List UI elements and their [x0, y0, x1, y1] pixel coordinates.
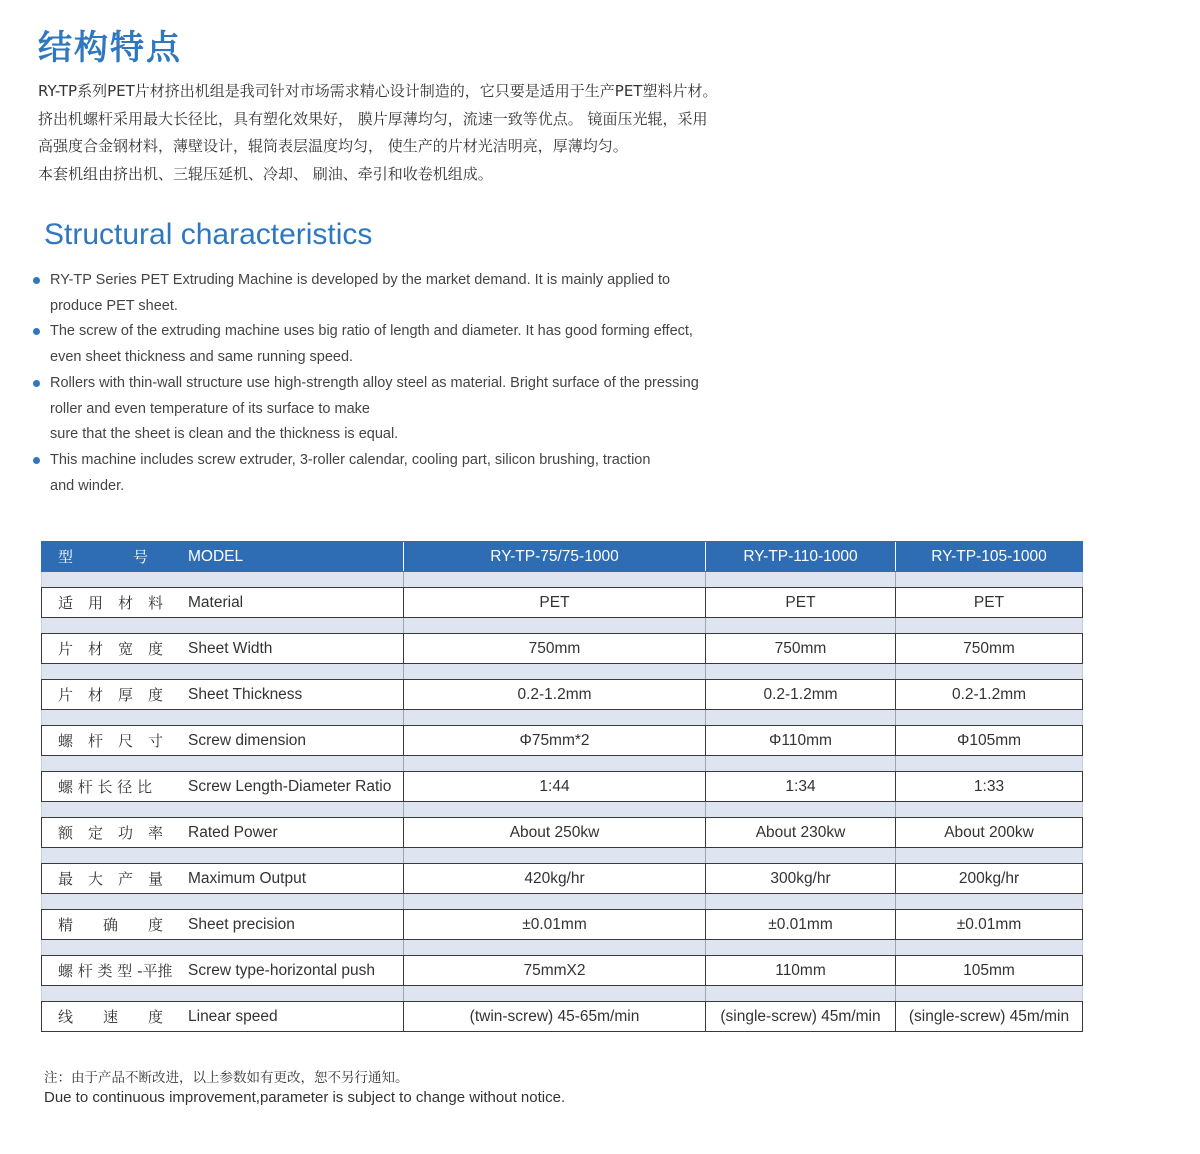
- parameter-value-cell: 1:33: [973, 777, 1005, 795]
- parameter-label-cell: [42, 1002, 404, 1031]
- parameter-label-cn: 额 定 功 率: [58, 824, 164, 842]
- en-feature-list: [32, 268, 752, 499]
- band-cell: [42, 894, 404, 909]
- parameter-label-en: Rated Power: [188, 823, 278, 841]
- table-row: [41, 679, 1083, 710]
- band-cell: [42, 572, 404, 587]
- parameter-value-cell: PET: [973, 593, 1005, 611]
- row-separator-band: [41, 894, 1083, 909]
- band-cell: [896, 618, 1082, 633]
- parameter-value-cell: About 250kw: [404, 818, 706, 847]
- band-cell: [706, 756, 896, 771]
- band-cell: [404, 894, 706, 909]
- band-cell: [404, 664, 706, 679]
- feature-item: [32, 371, 752, 448]
- model-header-cell: [42, 542, 404, 571]
- parameter-label-cn: 最 大 产 量: [58, 870, 164, 888]
- parameter-label-cn: 螺 杆 类 型 -平推: [58, 962, 173, 980]
- table-row: [41, 909, 1083, 940]
- parameter-label-cell: [42, 818, 404, 847]
- parameter-value-cell: (twin-screw) 45-65m/min: [404, 1002, 706, 1031]
- band-cell: [404, 802, 706, 817]
- model-header-en: MODEL: [188, 547, 244, 565]
- row-separator-band: [41, 664, 1083, 679]
- parameter-value-cell: Φ75mm*2: [404, 726, 706, 755]
- band-cell: [42, 940, 404, 955]
- feature-line: roller and even temperature of its surface to make: [50, 400, 370, 417]
- parameter-value-cell: 750mm: [706, 634, 896, 663]
- band-cell: [706, 710, 896, 725]
- parameter-label-cell: [42, 910, 404, 939]
- parameter-label-cn: 线 速 度: [58, 1008, 164, 1026]
- parameter-value-cell: 1:44: [404, 772, 706, 801]
- band-cell: [42, 986, 404, 1001]
- table-row: [41, 863, 1083, 894]
- band-cell: [706, 940, 896, 955]
- band-cell: [896, 756, 1082, 771]
- table-row: [41, 771, 1083, 802]
- spec-table-header: [41, 541, 1083, 572]
- row-separator-band: [41, 986, 1083, 1001]
- feature-item: [32, 448, 752, 499]
- band-cell: [706, 572, 896, 587]
- row-separator-band: [41, 940, 1083, 955]
- parameter-value-cell: 0.2-1.2mm: [951, 685, 1027, 703]
- parameter-value-cell: (single-screw) 45m/min: [706, 1002, 896, 1031]
- feature-line: sure that the sheet is clean and the thickness is equal.: [50, 426, 399, 443]
- parameter-value-cell: About 230kw: [706, 818, 896, 847]
- parameter-value-cell: About 200kw: [944, 823, 1034, 841]
- parameter-label-en: Maximum Output: [188, 869, 307, 887]
- band-cell: [896, 986, 1082, 1001]
- cn-description-line: 挤出机螺杆采用最大长径比，具有塑化效果好， 膜片厚薄均匀，流速一致等优点。 镜面压光辊，采用: [38, 109, 708, 128]
- band-cell: [42, 848, 404, 863]
- parameter-label-cell: [42, 726, 404, 755]
- model-name: RY-TP-75/75-1000: [404, 542, 706, 571]
- row-separator-band: [41, 848, 1083, 863]
- parameter-value-cell: 110mm: [706, 956, 896, 985]
- cn-description-line: RY-TP系列PET片材挤出机组是我司针对市场需求精心设计制造的，它只要是适用于生产PET塑料片材。: [38, 82, 718, 100]
- parameter-label-cn: 适 用 材 料: [58, 594, 164, 612]
- band-cell: [404, 986, 706, 1001]
- cn-description-line: 高强度合金钢材料，薄壁设计，辊筒表层温度均匀， 使生产的片材光洁明亮，厚薄均匀。: [38, 137, 628, 155]
- parameter-value-cell: PET: [706, 588, 896, 617]
- feature-line: This machine includes screw extruder, 3-roller calendar, cooling part, silicon brushing, traction: [50, 451, 651, 468]
- table-row: [41, 1001, 1083, 1032]
- parameter-value-cell: 750mm: [404, 634, 706, 663]
- band-cell: [896, 848, 1082, 863]
- parameter-label-cell: [42, 956, 404, 985]
- parameter-label-en: Screw Length-Diameter Ratio: [188, 777, 392, 795]
- band-cell: [896, 664, 1082, 679]
- band-cell: [404, 618, 706, 633]
- table-row: [41, 955, 1083, 986]
- feature-line: even sheet thickness and same running speed.: [50, 349, 354, 366]
- parameter-label-cell: [42, 772, 404, 801]
- footnote-cn: 注：由于产品不断改进，以上参数如有更改，恕不另行通知。: [44, 1070, 409, 1086]
- bullet-icon: [33, 380, 40, 387]
- parameter-label-cn: 片 材 宽 度: [58, 640, 164, 658]
- feature-item: [32, 268, 752, 319]
- cn-section-title: 结构特点: [38, 28, 182, 68]
- en-section-title: Structural characteristics: [44, 218, 373, 251]
- parameter-value-cell: 105mm: [963, 961, 1015, 979]
- band-cell: [404, 756, 706, 771]
- band-cell: [42, 618, 404, 633]
- band-cell: [896, 802, 1082, 817]
- feature-line: Rollers with thin-wall structure use high-strength alloy steel as material. Bright surface of the pressing: [50, 374, 699, 391]
- feature-line: RY-TP Series PET Extruding Machine is developed by the market demand. It is mainly applied to: [50, 272, 671, 288]
- band-cell: [42, 756, 404, 771]
- feature-line: produce PET sheet.: [50, 297, 178, 314]
- band-cell: [404, 572, 706, 587]
- parameter-label-cell: [42, 588, 404, 617]
- feature-line: and winder.: [50, 477, 125, 494]
- parameter-value-cell: Φ110mm: [706, 726, 896, 755]
- parameter-label-cn: 精 确 度: [58, 916, 164, 934]
- parameter-value-cell: 1:34: [706, 772, 896, 801]
- parameter-value-cell: 75mmX2: [404, 956, 706, 985]
- band-cell: [706, 894, 896, 909]
- parameter-label-cell: [42, 864, 404, 893]
- cn-description: [38, 78, 798, 188]
- band-cell: [896, 710, 1082, 725]
- band-cell: [706, 802, 896, 817]
- band-cell: [42, 802, 404, 817]
- band-cell: [404, 848, 706, 863]
- parameter-value-cell: 300kg/hr: [706, 864, 896, 893]
- table-row: [41, 633, 1083, 664]
- band-cell: [42, 710, 404, 725]
- band-cell: [404, 710, 706, 725]
- spec-table-body: [41, 572, 1083, 1032]
- parameter-value-cell: ±0.01mm: [956, 915, 1022, 933]
- parameter-label-en: Screw dimension: [188, 731, 307, 749]
- row-separator-band: [41, 710, 1083, 725]
- parameter-value-cell: 750mm: [963, 639, 1015, 657]
- table-row: [41, 725, 1083, 756]
- band-cell: [896, 572, 1082, 587]
- parameter-label-cell: [42, 634, 404, 663]
- parameter-label-cn: 片 材 厚 度: [58, 686, 164, 704]
- parameter-value-cell: Φ105mm: [956, 731, 1022, 749]
- model-header-cn: 型 号: [58, 548, 149, 566]
- feature-line: The screw of the extruding machine uses big ratio of length and diameter. It has good forming effect,: [50, 323, 693, 340]
- model-name: RY-TP-110-1000: [706, 542, 896, 571]
- band-cell: [896, 940, 1082, 955]
- footnote: [44, 1068, 565, 1108]
- band-cell: [896, 894, 1082, 909]
- band-cell: [706, 664, 896, 679]
- bullet-icon: [33, 328, 40, 335]
- band-cell: [404, 940, 706, 955]
- band-cell: [706, 848, 896, 863]
- parameter-value-cell: 420kg/hr: [404, 864, 706, 893]
- parameter-value-cell: PET: [404, 588, 706, 617]
- model-name: RY-TP-105-1000: [931, 547, 1047, 565]
- parameter-label-en: Sheet Width: [188, 639, 273, 657]
- table-row: [41, 587, 1083, 618]
- band-cell: [706, 618, 896, 633]
- parameter-label-en: Sheet precision: [188, 915, 295, 933]
- bullet-icon: [33, 277, 40, 284]
- parameter-value-cell: (single-screw) 45m/min: [908, 1007, 1070, 1025]
- parameter-value-cell: 0.2-1.2mm: [404, 680, 706, 709]
- parameter-label-cn: 螺 杆 长 径 比: [58, 778, 153, 796]
- parameter-label-cell: [42, 680, 404, 709]
- parameter-value-cell: ±0.01mm: [404, 910, 706, 939]
- feature-item: [32, 319, 752, 370]
- parameter-value-cell: ±0.01mm: [706, 910, 896, 939]
- parameter-label-en: Material: [188, 593, 244, 611]
- footnote-en: Due to continuous improvement,parameter is subject to change without notice.: [44, 1089, 566, 1106]
- bullet-icon: [33, 457, 40, 464]
- row-separator-band: [41, 572, 1083, 587]
- parameter-value-cell: 0.2-1.2mm: [706, 680, 896, 709]
- band-cell: [42, 664, 404, 679]
- row-separator-band: [41, 802, 1083, 817]
- parameter-label-en: Screw type-horizontal push: [188, 961, 375, 979]
- row-separator-band: [41, 756, 1083, 771]
- cn-description-line: 本套机组由挤出机、三辊压延机、冷却、 刷油、牵引和收卷机组成。: [38, 164, 493, 183]
- parameter-label-cn: 螺 杆 尺 寸: [58, 732, 164, 750]
- parameter-label-en: Sheet Thickness: [188, 685, 303, 703]
- band-cell: [706, 986, 896, 1001]
- table-row: [41, 817, 1083, 848]
- parameter-label-en: Linear speed: [188, 1007, 278, 1025]
- row-separator-band: [41, 618, 1083, 633]
- parameter-value-cell: 200kg/hr: [958, 869, 1020, 887]
- spec-table: [41, 541, 1083, 1032]
